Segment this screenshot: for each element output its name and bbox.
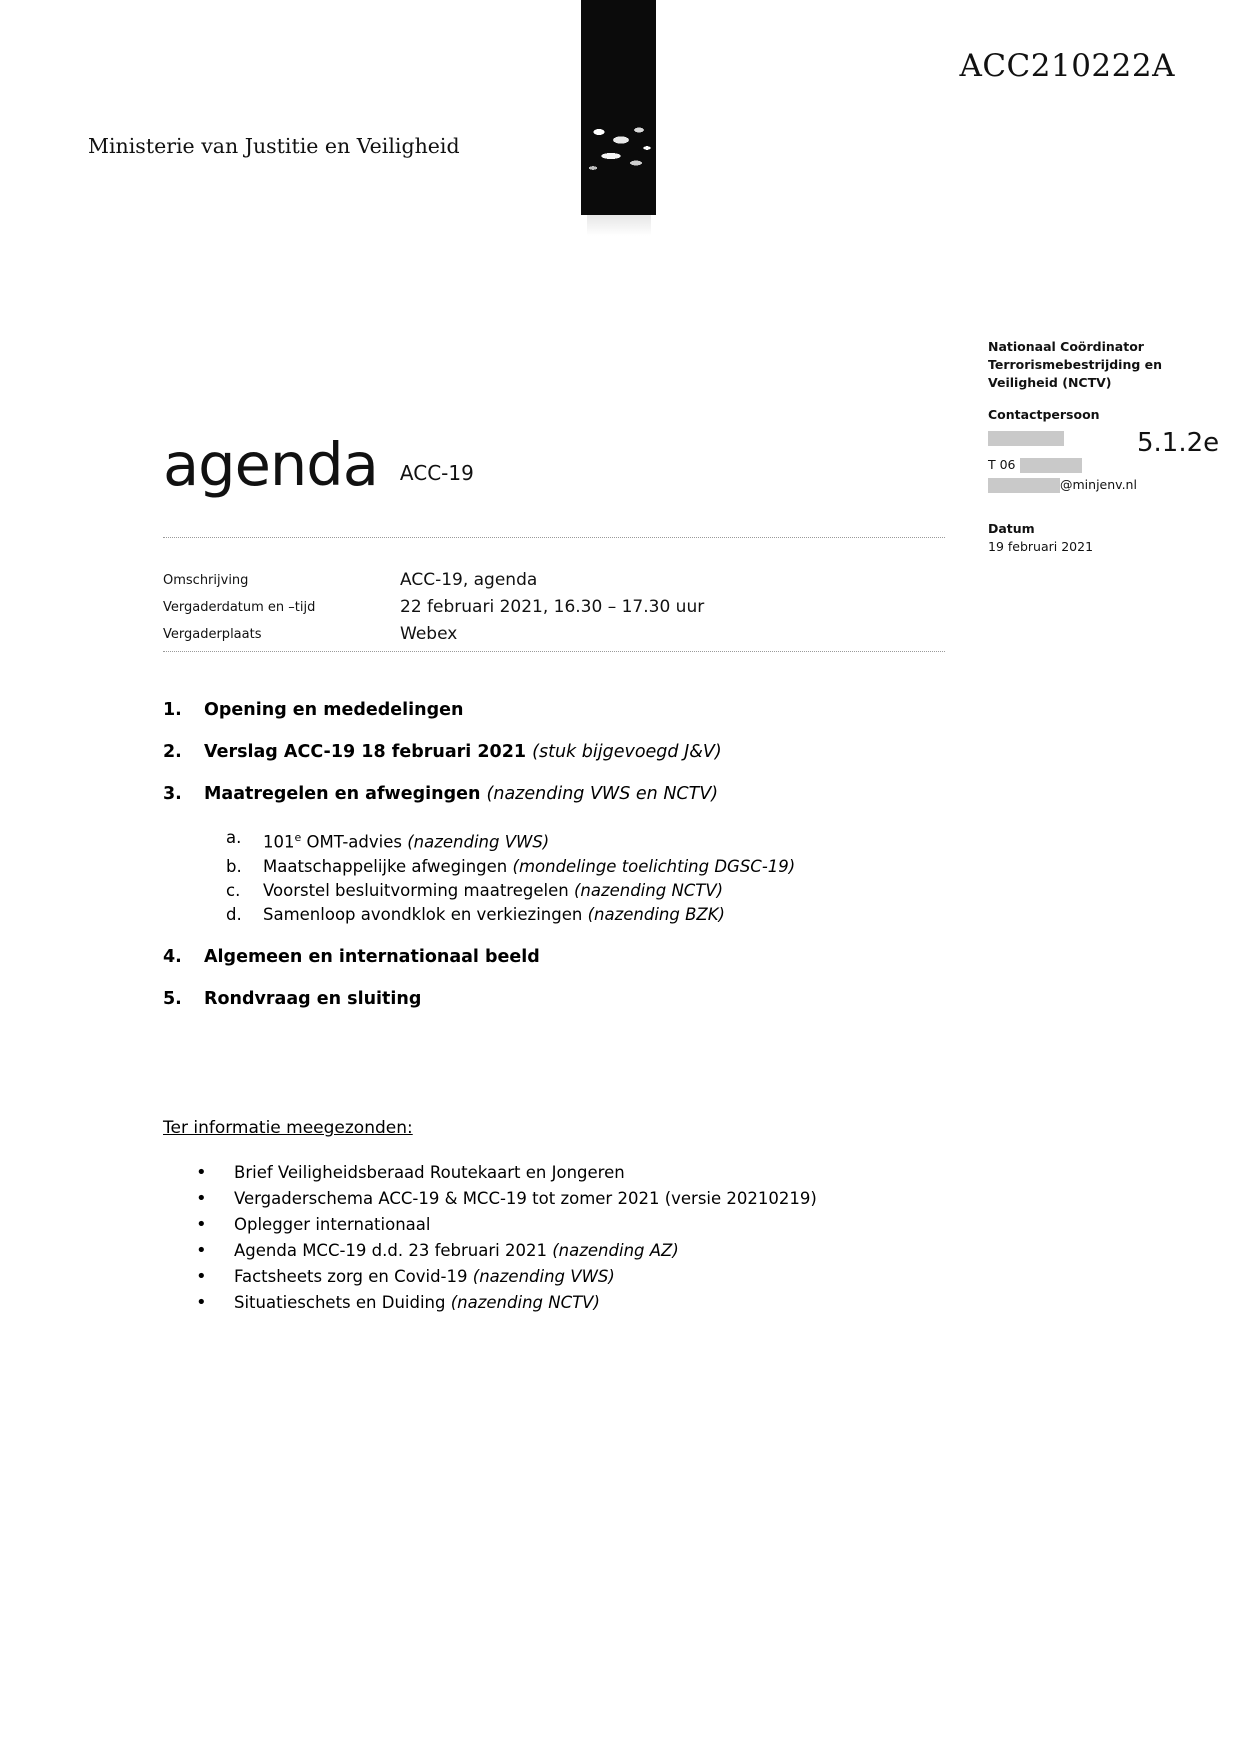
sub-base: 101	[263, 832, 295, 852]
organisation-line-3: Veiligheid (NCTV)	[988, 375, 1112, 391]
list-item	[163, 700, 1063, 720]
redaction-marker: 5.1.2e	[1137, 428, 1220, 458]
list-item	[163, 742, 1063, 762]
organisation-block	[988, 338, 1218, 392]
agenda-number: 5.	[163, 988, 182, 1009]
sub-letter: b.	[226, 856, 242, 876]
agenda-label: Opening en mededelingen	[204, 700, 464, 720]
sub-text	[263, 903, 725, 927]
sub-note: (nazending NCTV)	[573, 880, 724, 900]
phone-prefix: T 06	[988, 456, 1016, 472]
agenda-sub-list	[226, 826, 1063, 927]
info-key: Vergaderdatum en –tijd	[163, 600, 316, 615]
bullet-label: Brief Veiligheidsberaad Routekaart en Jongeren	[234, 1163, 625, 1182]
sub-superscript: e	[294, 831, 302, 844]
organisation-line-2: Terrorismebestrijding en	[988, 357, 1163, 373]
agenda-note: (nazending VWS en NCTV)	[486, 784, 719, 804]
bullet-icon: •	[196, 1292, 207, 1313]
bullet-icon: •	[196, 1214, 207, 1235]
list-item	[196, 1186, 1096, 1212]
sub-letter: a.	[226, 828, 242, 847]
agenda-note: (stuk bijgevoegd J&V)	[532, 742, 722, 762]
bullet-note: (nazending NCTV)	[450, 1293, 600, 1312]
agenda-label: Algemeen en internationaal beeld	[204, 946, 540, 967]
bullet-icon: •	[196, 1162, 207, 1183]
bullet-note: (nazending AZ)	[552, 1241, 679, 1260]
agenda-title	[204, 700, 463, 720]
list-item	[226, 903, 1063, 927]
redaction-bar	[988, 478, 1060, 493]
ministry-name: Ministerie van Justitie en Veiligheid	[88, 134, 460, 158]
logo-shadow	[587, 210, 651, 236]
sub-text	[263, 855, 795, 879]
list-item	[196, 1290, 1096, 1316]
agenda-label: Rondvraag en sluiting	[204, 988, 422, 1009]
agenda-number: 1.	[163, 700, 182, 720]
bullet-label: Situatieschets en Duiding	[234, 1293, 446, 1312]
info-section-list	[196, 1160, 1096, 1316]
organisation-line-1: Nationaal Coördinator	[988, 339, 1144, 354]
date-label: Datum	[988, 520, 1035, 536]
bullet-label: Factsheets zorg en Covid-19	[234, 1267, 468, 1286]
bullet-note: (nazending VWS)	[472, 1267, 615, 1286]
info-key: Omschrijving	[163, 573, 249, 588]
info-value: 22 februari 2021, 16.30 – 17.30 uur	[400, 597, 705, 617]
agenda-title	[204, 989, 421, 1009]
list-item	[196, 1238, 1096, 1264]
agenda-label: Maatregelen en afwegingen	[204, 784, 481, 804]
bullet-text	[234, 1186, 817, 1212]
list-item	[226, 826, 1063, 855]
ministry-logo	[581, 0, 656, 218]
sub-note: (nazending VWS)	[407, 832, 550, 852]
agenda-title	[204, 784, 718, 804]
bullet-label: Vergaderschema ACC-19 & MCC-19 tot zomer 2021 (versie 20210219)	[234, 1189, 817, 1208]
agenda-label: Verslag ACC-19 18 februari 2021	[204, 742, 527, 762]
contact-email	[988, 476, 1218, 494]
page-title	[163, 430, 474, 499]
info-section-heading: Ter informatie meegezonden:	[163, 1118, 413, 1138]
divider-top	[163, 537, 945, 538]
bullet-label: Agenda MCC-19 d.d. 23 februari 2021	[234, 1241, 547, 1260]
bullet-text	[234, 1212, 430, 1238]
sub-letter: d.	[226, 904, 242, 924]
sub-label: Maatschappelijke afwegingen	[263, 856, 508, 876]
sub-label: Voorstel besluitvorming maatregelen	[263, 880, 569, 900]
agenda-list	[163, 700, 1063, 1031]
bullet-label: Oplegger internationaal	[234, 1215, 431, 1234]
agenda-number: 4.	[163, 946, 182, 967]
agenda-number: 2.	[163, 742, 182, 762]
email-suffix: @minjenv.nl	[1060, 476, 1137, 492]
divider-bottom	[163, 651, 945, 652]
list-item	[163, 989, 1063, 1009]
document-code: ACC210222A	[959, 48, 1175, 84]
agenda-title	[204, 742, 722, 762]
list-item	[226, 879, 1063, 903]
contact-phone	[988, 456, 1218, 474]
list-item	[196, 1264, 1096, 1290]
info-value: ACC-19, agenda	[400, 570, 538, 590]
sub-text	[263, 879, 723, 903]
date-value: 19 februari 2021	[988, 539, 1094, 554]
table-row	[163, 621, 953, 648]
bullet-icon: •	[196, 1266, 207, 1287]
contact-label: Contactpersoon	[988, 407, 1100, 423]
list-item	[163, 947, 1063, 967]
ministry-crest-icon	[581, 118, 656, 180]
bullet-icon: •	[196, 1188, 207, 1209]
list-item	[196, 1212, 1096, 1238]
bullet-text	[234, 1290, 600, 1316]
title-sub: ACC-19	[399, 461, 474, 485]
redaction-bar	[988, 431, 1064, 446]
table-row	[163, 594, 953, 621]
meeting-info-table	[163, 567, 953, 648]
sub-note: (nazending BZK)	[587, 904, 725, 924]
sub-note: (mondelinge toelichting DGSC-19)	[512, 856, 796, 876]
redaction-bar	[1020, 458, 1082, 473]
agenda-title	[204, 947, 540, 967]
sub-label: Samenloop avondklok en verkiezingen	[263, 904, 583, 924]
list-item	[196, 1160, 1096, 1186]
bullet-icon: •	[196, 1240, 207, 1261]
bullet-text	[234, 1238, 679, 1264]
logo-bar	[581, 0, 656, 215]
info-key: Vergaderplaats	[163, 627, 262, 642]
bullet-text	[234, 1160, 625, 1186]
bullet-text	[234, 1264, 615, 1290]
sub-text: 101e OMT-advies (nazending VWS)	[263, 831, 550, 852]
sub-letter: c.	[226, 880, 241, 900]
title-main: agenda	[163, 430, 378, 499]
list-item	[226, 855, 1063, 879]
list-item	[163, 784, 1063, 804]
agenda-number: 3.	[163, 784, 182, 804]
info-value: Webex	[400, 624, 458, 644]
table-row	[163, 567, 953, 594]
